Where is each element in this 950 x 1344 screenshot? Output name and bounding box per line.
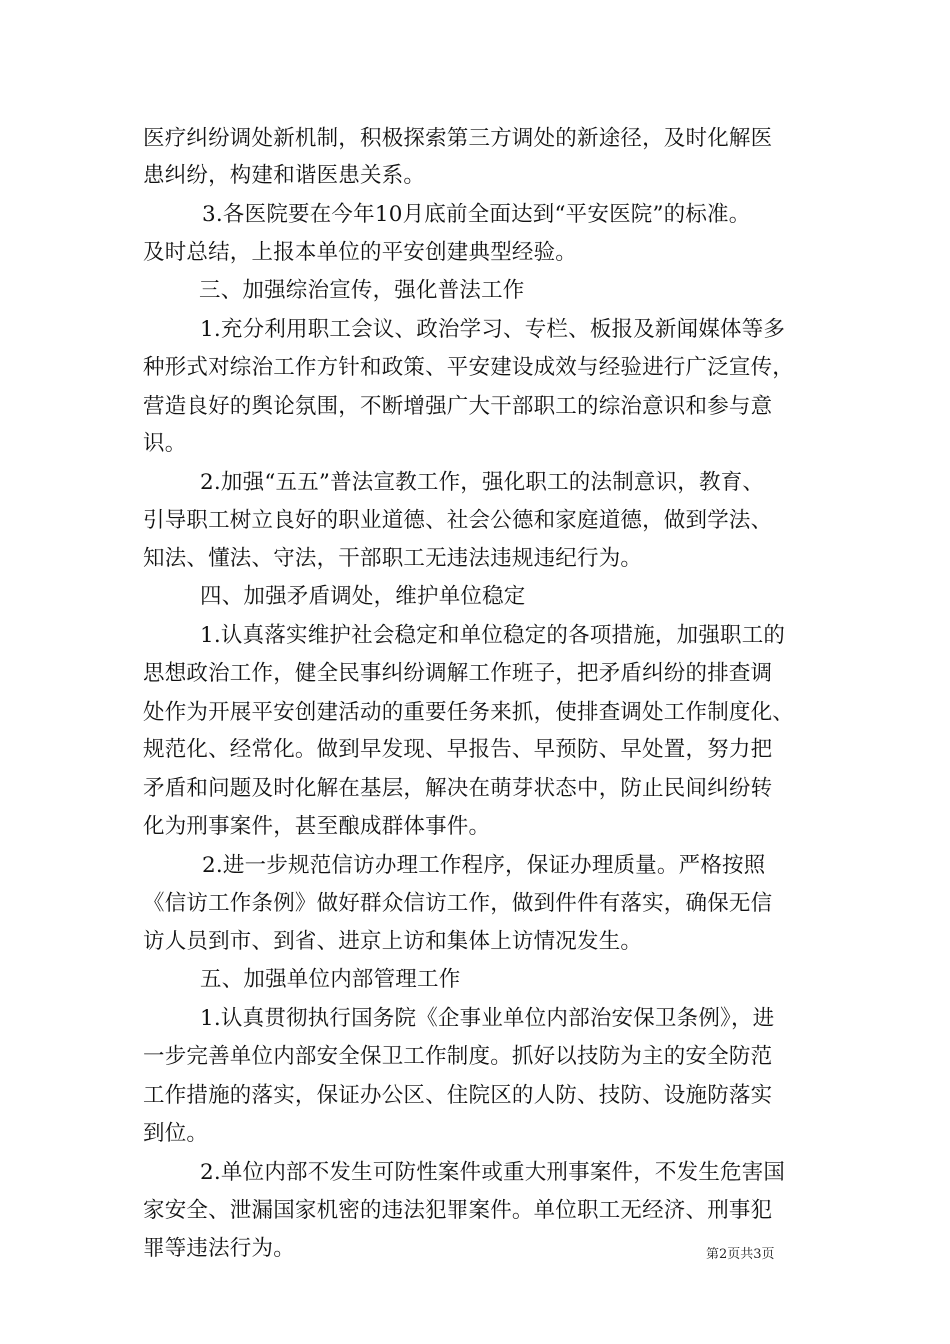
- paragraph-line: 1.认真落实维护社会稳定和单位稳定的各项措施，加强职工的: [200, 623, 786, 648]
- paragraph-line: 2.单位内部不发生可防性案件或重大刑事案件，不发生危害国: [200, 1160, 786, 1185]
- paragraph-line: 五、加强单位内部管理工作: [200, 967, 461, 992]
- paragraph-line: 引导职工树立良好的职业道德、社会公德和家庭道德，做到学法、: [143, 508, 773, 533]
- paragraph-line: 四、加强矛盾调处，维护单位稳定: [200, 584, 526, 609]
- paragraph-line: 一步完善单位内部安全保卫工作制度。抓好以技防为主的安全防范: [143, 1044, 773, 1069]
- paragraph-line: 1.充分利用职工会议、政治学习、专栏、板报及新闻媒体等多: [200, 317, 786, 342]
- paragraph-line: 思想政治工作，健全民事纠纷调解工作班子，把矛盾纠纷的排查调: [143, 661, 773, 686]
- page-number: 第2页共3页: [706, 1247, 775, 1262]
- paragraph-line: 2.进一步规范信访办理工作程序，保证办理质量。严格按照: [202, 853, 766, 878]
- paragraph-line: 处作为开展平安创建活动的重要任务来抓，使排查调处工作制度化、: [143, 700, 795, 725]
- paragraph-line: 到位。: [143, 1121, 209, 1146]
- paragraph-line: 访人员到市、到省、进京上访和集体上访情况发生。: [143, 929, 643, 954]
- paragraph-line: 识。: [143, 431, 187, 456]
- paragraph-line: 罪等违法行为。: [143, 1236, 295, 1261]
- paragraph-line: 及时总结，上报本单位的平安创建典型经验。: [143, 240, 578, 265]
- paragraph-line: 营造良好的舆论氛围，不断增强广大干部职工的综治意识和参与意: [143, 394, 773, 419]
- paragraph-line: 1.认真贯彻执行国务院《企事业单位内部治安保卫条例》，进: [200, 1006, 775, 1031]
- paragraph-line: 三、加强综治宣传，强化普法工作: [199, 278, 525, 303]
- paragraph-line: 矛盾和问题及时化解在基层，解决在萌芽状态中，防止民间纠纷转: [143, 776, 773, 801]
- paragraph-line: 患纠纷，构建和谐医患关系。: [143, 163, 426, 188]
- paragraph-line: 3.各医院要在今年10月底前全面达到“平安医院”的标准。: [202, 202, 751, 227]
- paragraph-line: 医疗纠纷调处新机制，积极探索第三方调处的新途径，及时化解医: [143, 126, 773, 151]
- paragraph-line: 《信访工作条例》做好群众信访工作，做到件件有落实，确保无信: [143, 891, 773, 916]
- paragraph-line: 知法、懂法、守法，干部职工无违法违规违纪行为。: [143, 546, 643, 571]
- paragraph-line: 2.加强“五五”普法宣教工作，强化职工的法制意识，教育、: [200, 470, 765, 495]
- paragraph-line: 家安全、泄漏国家机密的违法犯罪案件。单位职工无经济、刑事犯: [143, 1198, 773, 1223]
- paragraph-line: 规范化、经常化。做到早发现、早报告、早预防、早处置，努力把: [143, 737, 773, 762]
- paragraph-line: 化为刑事案件，甚至酿成群体事件。: [143, 814, 491, 839]
- paragraph-line: 种形式对综治工作方针和政策、平安建设成效与经验进行广泛宣传，: [143, 355, 795, 380]
- paragraph-line: 工作措施的落实，保证办公区、住院区的人防、技防、设施防落实: [143, 1083, 773, 1108]
